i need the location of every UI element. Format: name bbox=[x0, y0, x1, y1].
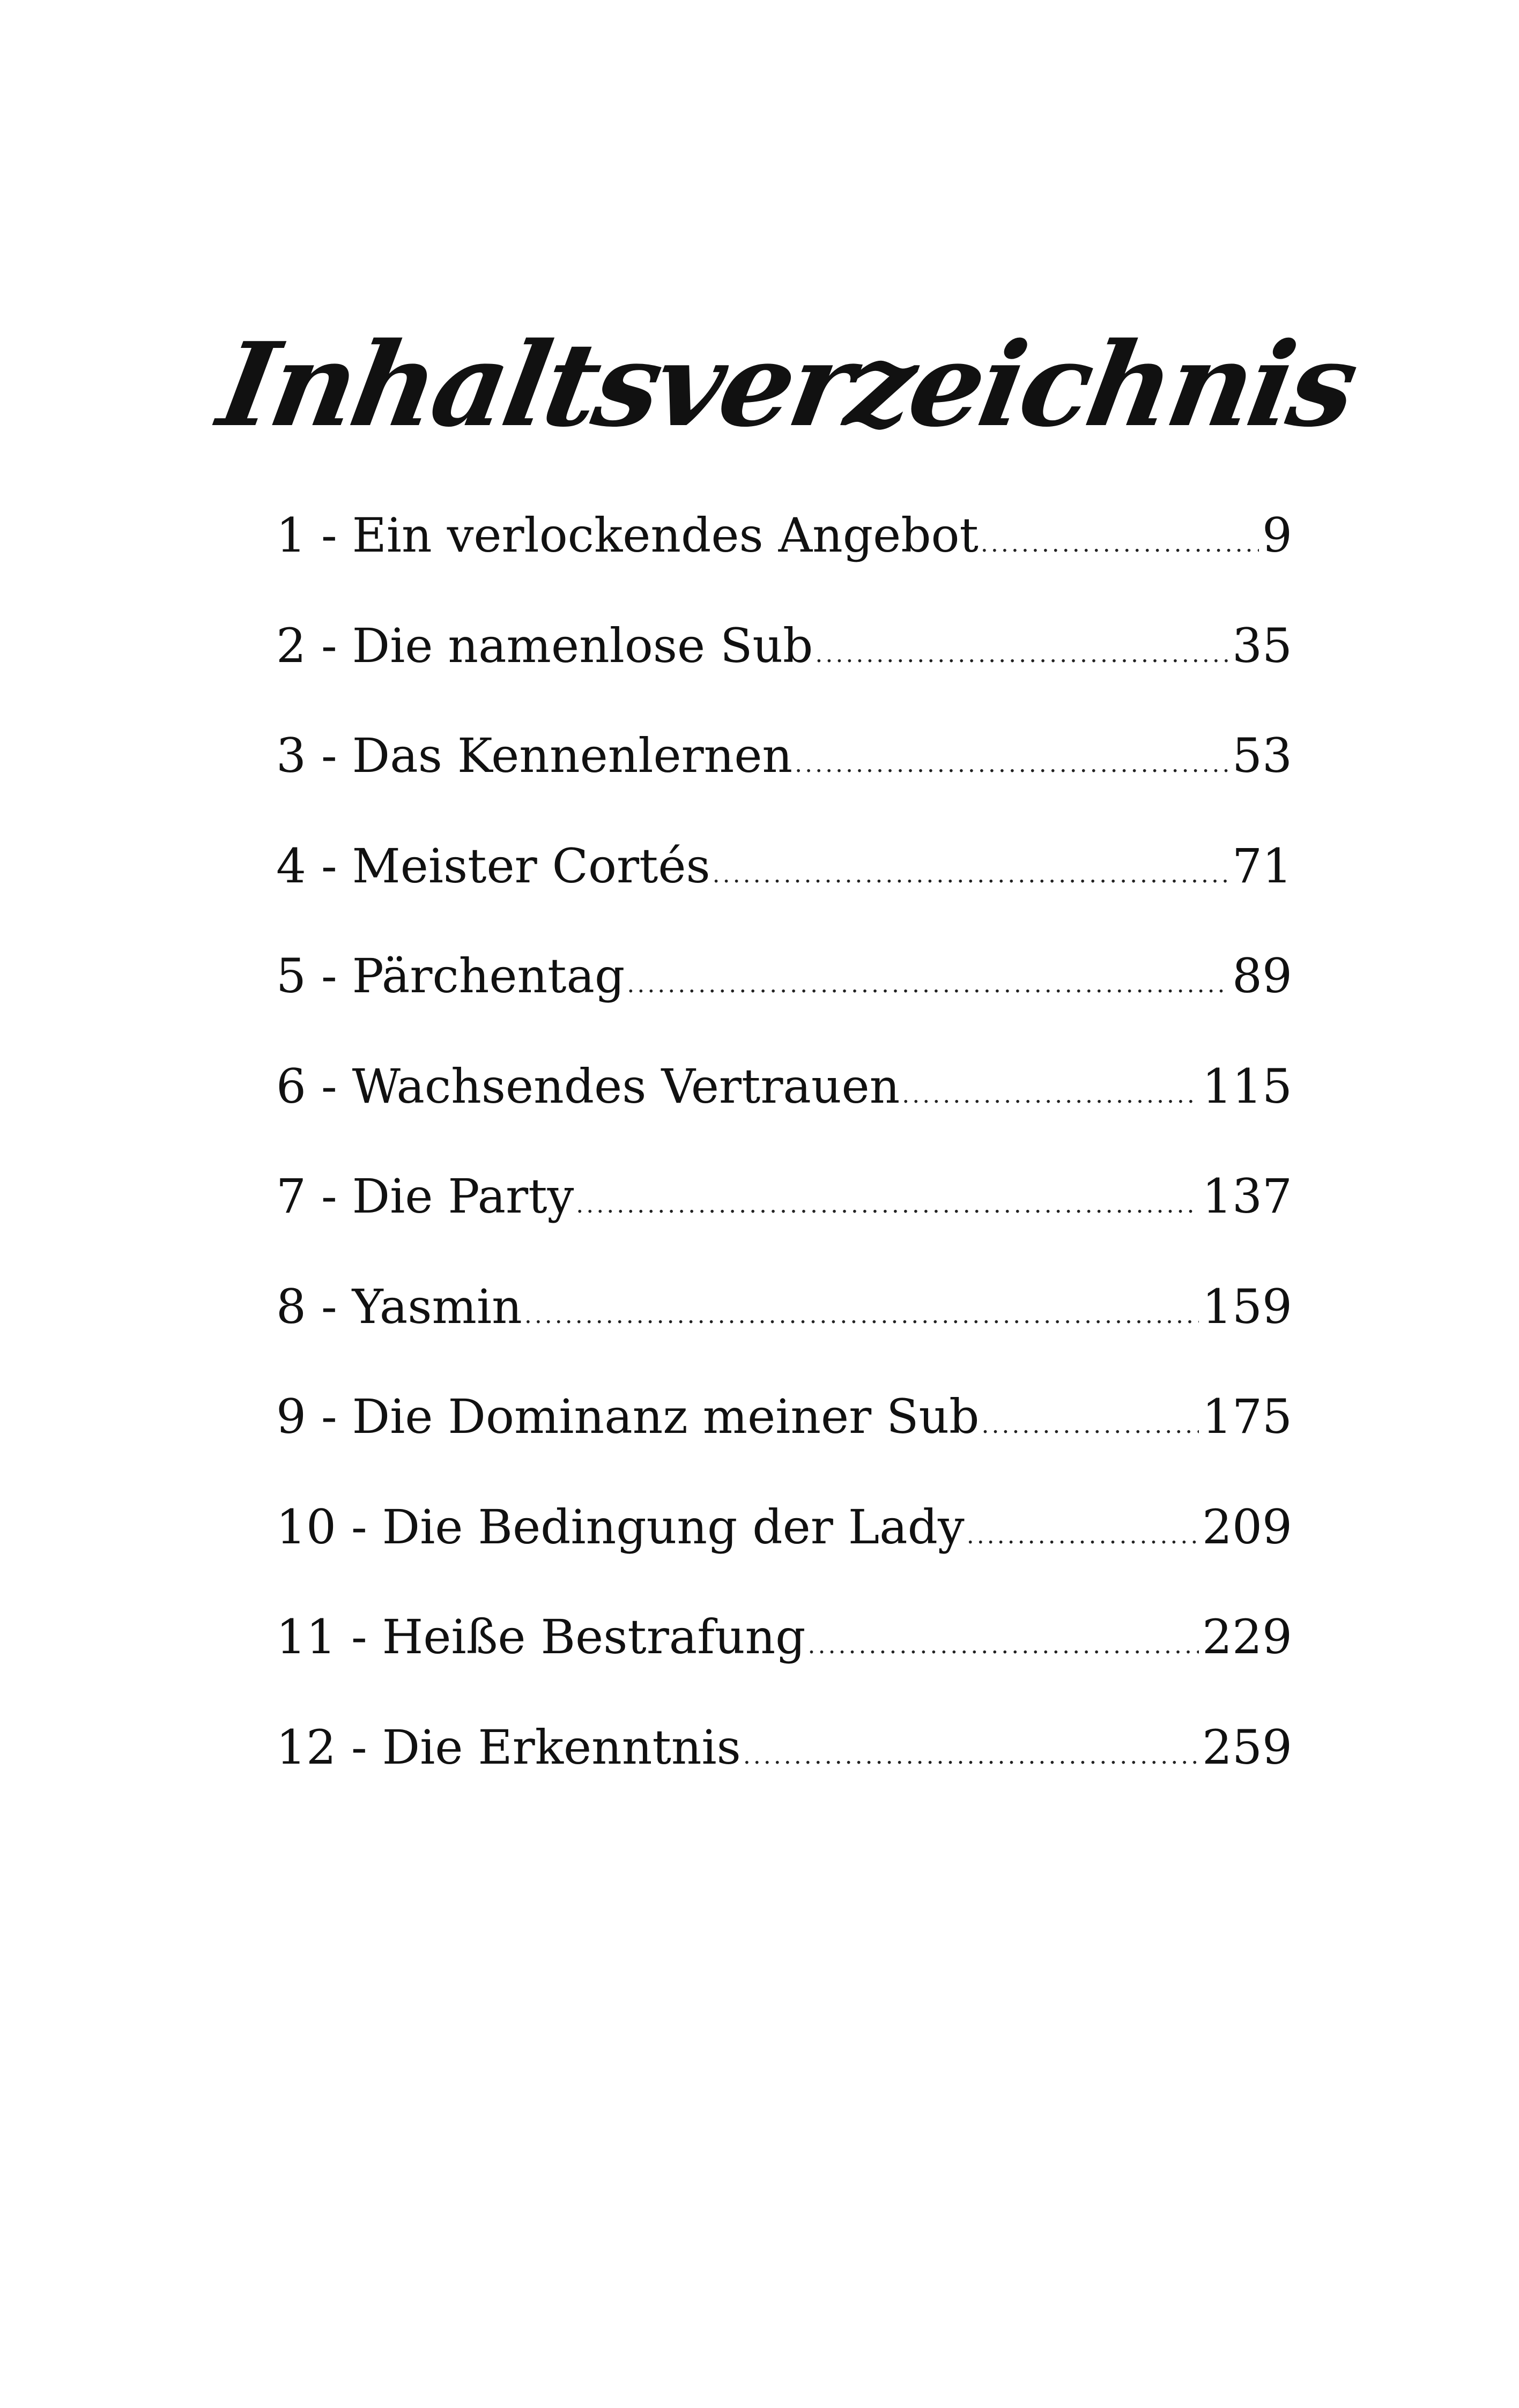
toc-entry-8 bbox=[276, 1279, 1292, 1394]
toc-entry-label: 10 - Die Bedingung der Lady bbox=[276, 1499, 965, 1555]
toc-entry-page-number: 229 bbox=[1202, 1609, 1292, 1664]
toc-entry-11 bbox=[276, 1609, 1292, 1724]
toc-entry-page-number: 9 bbox=[1262, 508, 1292, 563]
toc-entry-label: 9 - Die Dominanz meiner Sub bbox=[276, 1389, 980, 1444]
toc-entry-label: 5 - Pärchentag bbox=[276, 948, 625, 1004]
toc-entry-3 bbox=[276, 728, 1292, 843]
toc-dot-leader bbox=[524, 1304, 1199, 1327]
toc-entry-page-number: 137 bbox=[1202, 1169, 1292, 1224]
toc-entry-12 bbox=[276, 1719, 1292, 1834]
toc-entry-label: 8 - Yasmin bbox=[276, 1279, 522, 1334]
toc-dot-leader bbox=[795, 753, 1229, 776]
toc-dot-leader bbox=[713, 863, 1229, 887]
toc-entry-page-number: 53 bbox=[1232, 728, 1292, 783]
toc-entry-label: 2 - Die namenlose Sub bbox=[276, 618, 813, 673]
toc-dot-leader bbox=[981, 1414, 1199, 1437]
toc-entry-label: 6 - Wachsendes Vertrauen bbox=[276, 1058, 900, 1114]
toc-entry-5 bbox=[276, 948, 1292, 1063]
toc-entry-label: 4 - Meister Cortés bbox=[276, 838, 710, 894]
toc-dot-leader bbox=[627, 973, 1229, 997]
toc-dot-leader bbox=[576, 1193, 1199, 1217]
toc-entry-2 bbox=[276, 618, 1292, 733]
toc-entry-1 bbox=[276, 508, 1292, 622]
toc-entry-6 bbox=[276, 1058, 1292, 1173]
toc-entry-4 bbox=[276, 838, 1292, 953]
toc-entry-page-number: 159 bbox=[1202, 1279, 1292, 1334]
toc-entry-page-number: 209 bbox=[1202, 1499, 1292, 1555]
toc-entry-label: 7 - Die Party bbox=[276, 1169, 574, 1224]
toc-entry-page-number: 259 bbox=[1202, 1719, 1292, 1775]
toc-entry-9 bbox=[276, 1389, 1292, 1504]
toc-entry-label: 3 - Das Kennenlernen bbox=[276, 728, 793, 783]
toc-entry-page-number: 35 bbox=[1232, 618, 1292, 673]
toc-list bbox=[276, 508, 1292, 1834]
toc-title: Inhaltsverzeichnis bbox=[210, 317, 1365, 452]
toc-dot-leader bbox=[743, 1744, 1199, 1768]
toc-entry-10 bbox=[276, 1499, 1292, 1614]
toc-entry-label: 1 - Ein verlockendes Angebot bbox=[276, 508, 979, 563]
toc-entry-7 bbox=[276, 1169, 1292, 1283]
toc-entry-label: 11 - Heiße Bestrafung bbox=[276, 1609, 806, 1664]
toc-entry-label: 12 - Die Erkenntnis bbox=[276, 1719, 741, 1775]
toc-entry-page-number: 89 bbox=[1232, 948, 1292, 1004]
toc-entry-page-number: 115 bbox=[1202, 1058, 1292, 1114]
toc-dot-leader bbox=[808, 1634, 1199, 1658]
toc-dot-leader bbox=[815, 643, 1229, 666]
toc-dot-leader bbox=[981, 532, 1259, 556]
toc-entry-page-number: 71 bbox=[1232, 838, 1292, 894]
toc-entry-page-number: 175 bbox=[1202, 1389, 1292, 1444]
toc-dot-leader bbox=[967, 1524, 1199, 1548]
toc-dot-leader bbox=[902, 1083, 1199, 1107]
